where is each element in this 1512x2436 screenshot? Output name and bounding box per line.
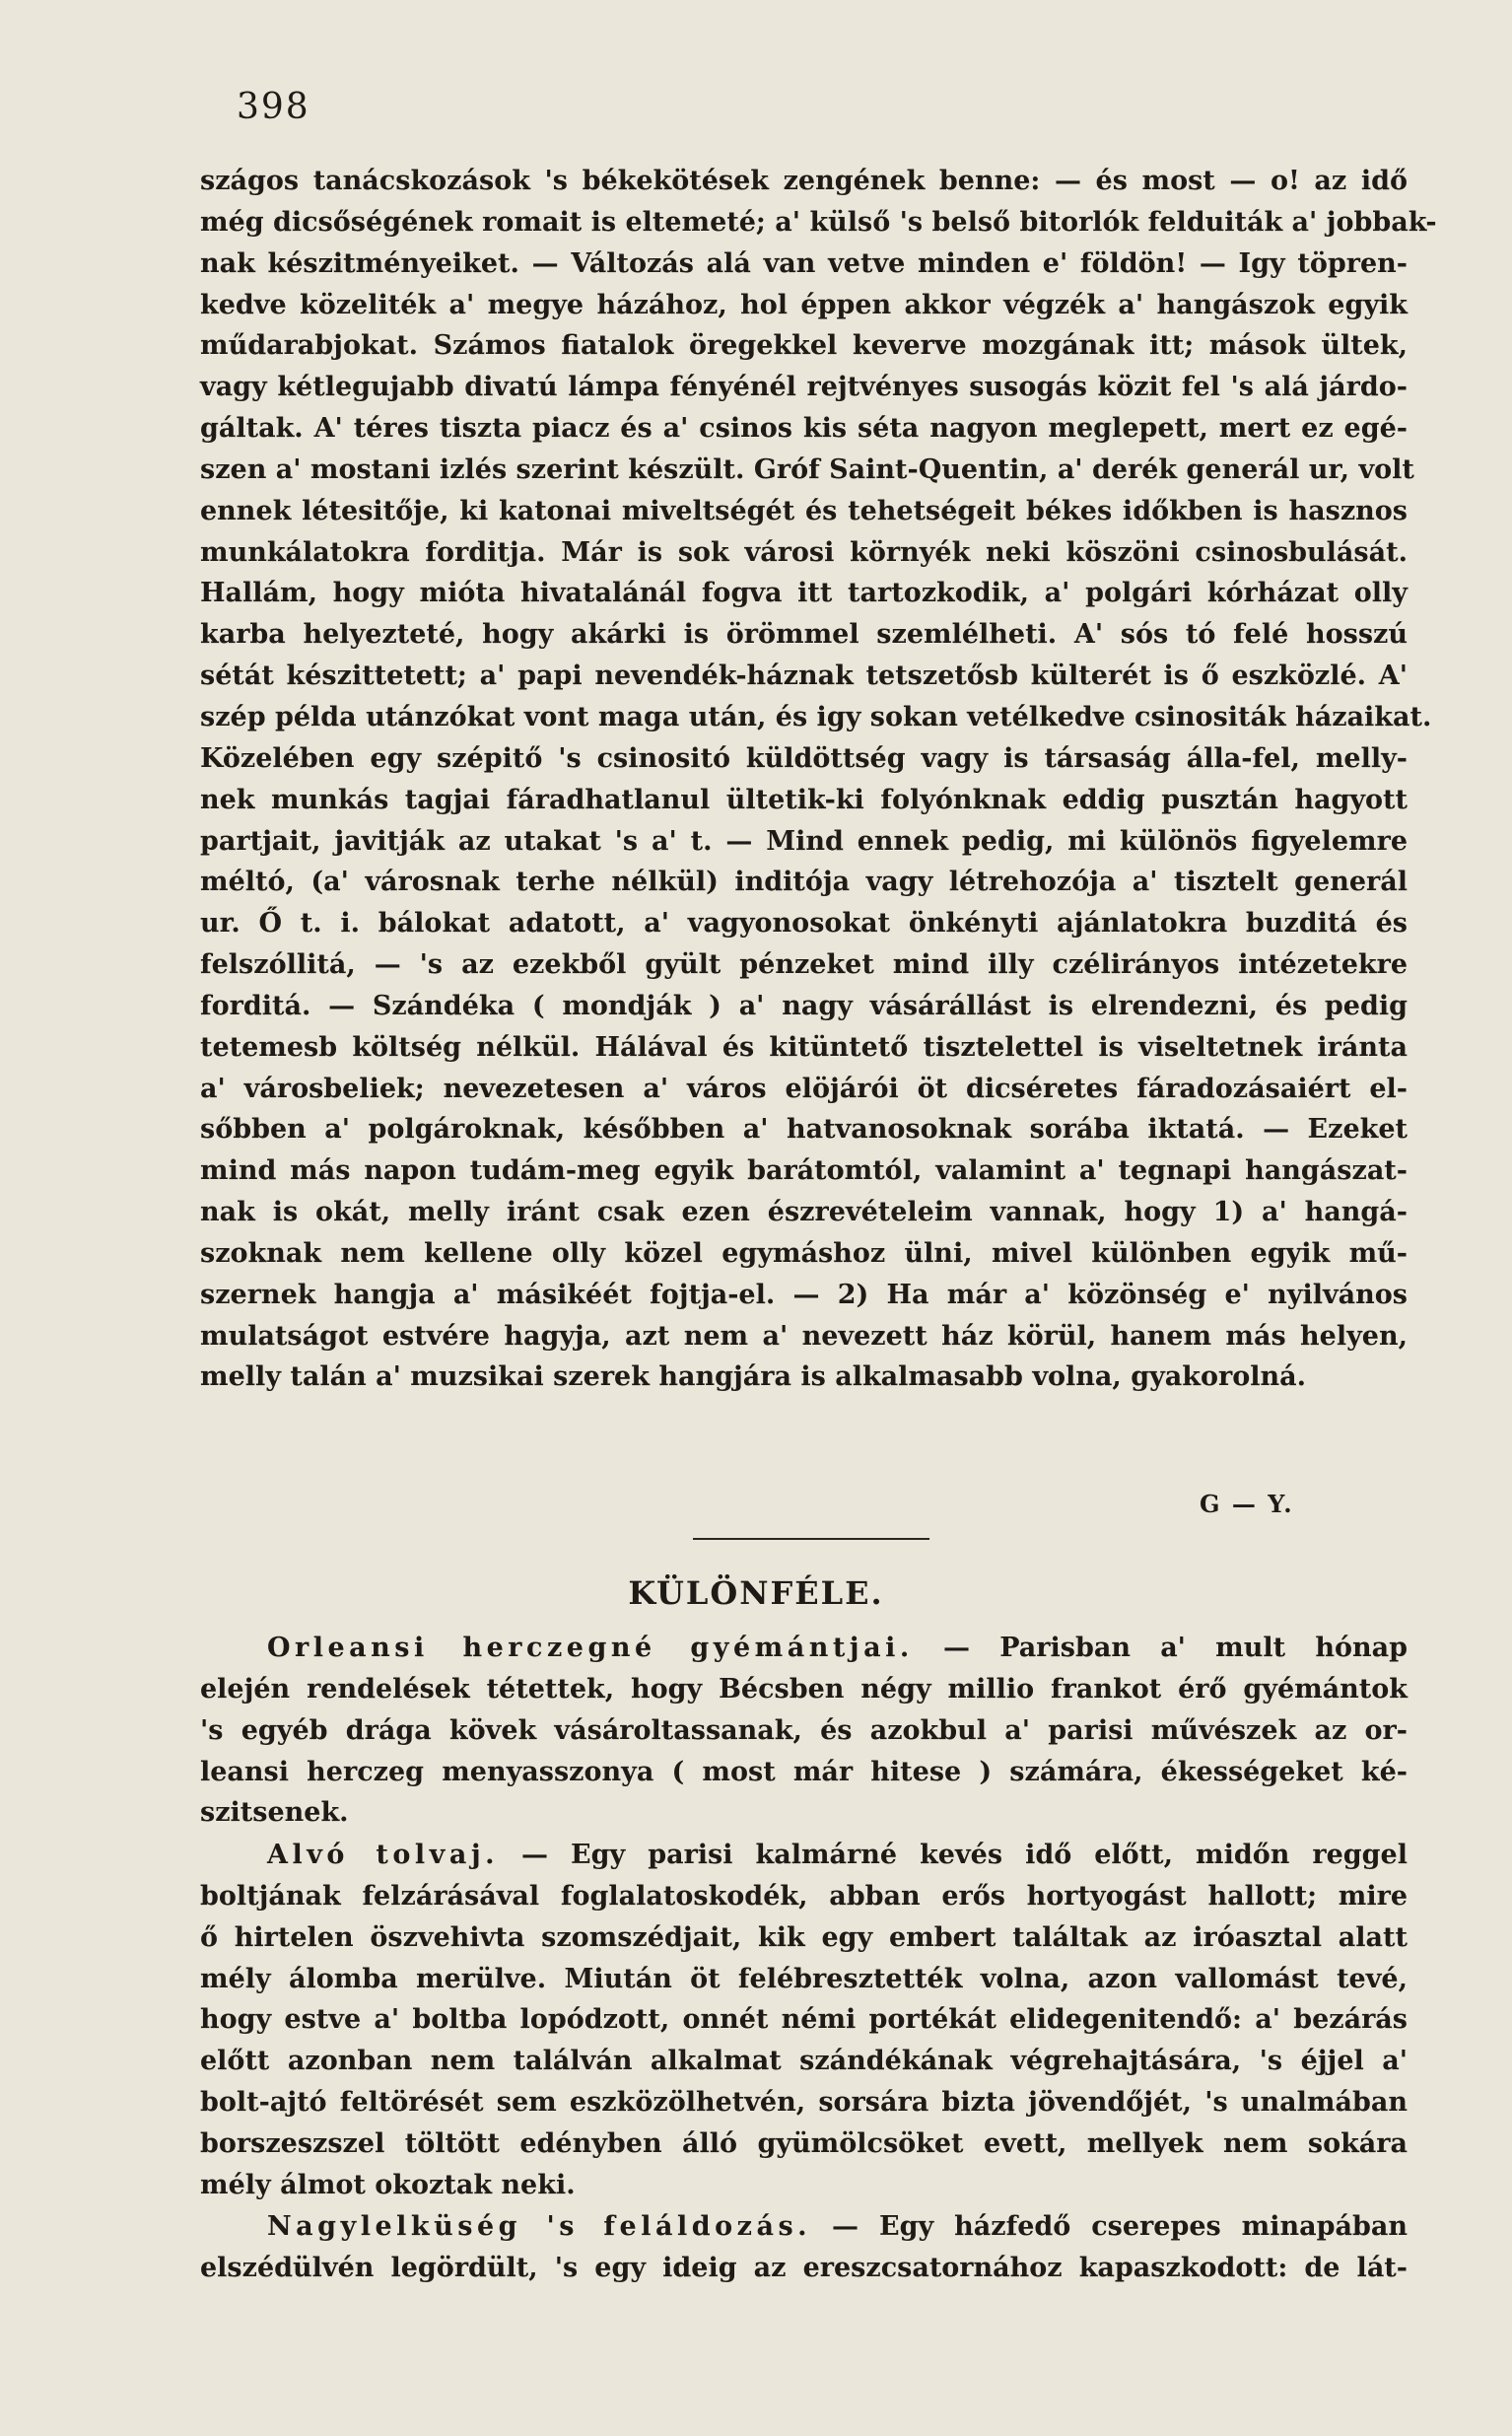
text-line: forditá. — Szándéka ( mondják ) a' nagy vásárállást is elrendezni, és pedig (200, 990, 1408, 1021)
text-line (200, 2206, 1408, 2248)
item-title: Nagylelküség 's feláldozás. (267, 2211, 812, 2242)
text-line: partjait, javitják az utakat 's a' t. — Mind ennek pedig, mi különös figyelemre (200, 825, 1408, 857)
text-line: méltó, (a' városnak terhe nélkül) inditója vagy létrehozója a' tisztelt generál (200, 867, 1408, 898)
text-line: vagy kétlegujabb divatú lámpa fényénél rejtvényes susogás közit fel 's alá járdo- (200, 372, 1408, 403)
text-line: mély álmot okoztak neki. (200, 2169, 576, 2200)
text-line: ur. Ő t. i. bálokat adatott, a' vagyonosokat önkényti ajánlatokra buzditá és (200, 908, 1408, 940)
text-line: még dicsőségének romait is eltemeté; a' külső 's belső bitorlók felduiták a' jobbak- (200, 206, 1437, 238)
text-line: hogy estve a' boltba lopódzott, onnét némi portékát elidegenitendő: a' bezárás (200, 2004, 1408, 2036)
text-line (200, 1628, 1408, 1669)
text-line: tetemesb költség nélkül. Hálával és kitüntető tisztelettel is viseltetnek iránta (200, 1031, 1408, 1063)
text-line: szen a' mostani izlés szerint készült. Gróf Saint-Quentin, a' derék generál ur, volt (200, 453, 1414, 485)
report-paragraph (200, 161, 1437, 1398)
text-line: melly talán a' muzsikai szerek hangjára is alkalmasabb volna, gyakorolná. (200, 1361, 1307, 1393)
text-line: gáltak. A' téres tiszta piacz és a' csinos kis séta nagyon meglepett, mert ez egé- (200, 413, 1408, 445)
section-title: KÜLÖNFÉLE. (628, 1574, 884, 1612)
item-text: — Egy parisi kalmárné kevés idő előtt, midőn reggel (499, 1840, 1408, 1870)
text-line: ennek létesitője, ki katonai miveltségét és tehetségeit békes időkben is hasznos (200, 495, 1408, 526)
text-line: a' városbeliek; nevezetesen a' város elöjárói öt dicséretes fáradozásaiért el- (200, 1073, 1408, 1104)
text-line (200, 1835, 1408, 1876)
text-line: mind más napon tudám-meg egyik barátomtól, valamint a' tegnapi hangászat- (200, 1155, 1408, 1187)
page-number: 398 (237, 87, 310, 127)
text-line: boltjának felzárásával foglalatoskodék, abban erős hortyogást hallott; mire (200, 1880, 1408, 1912)
text-line: kedve közeliték a' megye házához, hol éppen akkor végzék a' hangászok egyik (200, 289, 1408, 320)
item-text: — Egy házfedő cserepes minapában (811, 2211, 1409, 2242)
text-line: szitsenek. (200, 1797, 349, 1829)
text-line: sőbben a' polgároknak, későbben a' hatvanosoknak sorába iktatá. — Ezeket (200, 1114, 1408, 1146)
text-line: műdarabjokat. Számos fiatalok öregekkel keverve mozgának itt; mások ültek, (200, 330, 1408, 362)
text-line: bolt-ajtó feltörését sem eszközölhetvén, sorsára bizta jövendőjét, 's unalmában (200, 2087, 1408, 2119)
text-line: elszédülvén legördült, 's egy ideig az ereszcsatornához kapaszkodott: de lát- (200, 2252, 1408, 2283)
text-line: nak is okát, melly iránt csak ezen észrevételeim vannak, hogy 1) a' hangá- (200, 1197, 1408, 1228)
text-line: szernek hangja a' másikéét fojtja-el. — 2) Ha már a' közönség e' nyilvános (200, 1279, 1408, 1310)
text-line: szágos tanácskozások 's békekötések zengének benne: — és most — o! az idő (200, 166, 1408, 196)
text-line: előtt azonban nem találván alkalmat szándékának végrehajtására, 's éjjel a' (200, 2046, 1408, 2077)
news-item-sleeping-thief (200, 1835, 1408, 2206)
text-line: felszóllitá, — 's az ezekből gyült pénzeket mind illy czélirányos intézetekre (200, 949, 1408, 981)
text-line: szoknak nem kellene olly közel egymáshoz ülni, mivel különben egyik mű- (200, 1237, 1408, 1269)
author-signature: G — Y. (1200, 1490, 1294, 1518)
text-line: 's egyéb drága kövek vásároltassanak, és azokbul a' parisi művészek az or- (200, 1714, 1408, 1746)
text-line: szép példa utánzókat vont maga után, és igy sokan vetélkedve csinositák házaikat. (200, 701, 1432, 732)
text-line: munkálatokra forditja. Már is sok városi környék neki köszöni csinosbulását. (200, 536, 1408, 568)
text-line: mulatságot estvére hagyja, azt nem a' nevezett ház körül, hanem más helyen, (200, 1320, 1408, 1352)
item-title: Alvó tolvaj. (267, 1840, 500, 1870)
text-line: leansi herczeg menyasszonya ( most már hitese ) számára, ékességeket ké- (200, 1756, 1408, 1787)
text-line: Közelében egy szépitő 's csinositó küldöttség vagy is társaság álla-fel, melly- (200, 742, 1408, 774)
news-item-generosity (200, 2206, 1408, 2289)
text-line: karba helyezteté, hogy akárki is örömmel szemlélheti. A' sós tó felé hosszú (200, 619, 1408, 651)
text-line: mély álomba merülve. Miután öt felébresztették volna, azon vallomást tevé, (200, 1963, 1408, 1994)
text-line: borszeszszel töltött edényben álló gyümölcsöket evett, mellyek nem sokára (200, 2127, 1408, 2159)
text-line: sétát készittetett; a' papi nevendék-háznak tetszetősb külterét is ő eszközlé. A' (200, 661, 1408, 692)
text-line: Hallám, hogy mióta hivatalánál fogva itt tartozkodik, a' polgári kórházat olly (200, 578, 1408, 609)
section-divider (693, 1538, 929, 1540)
text-line: nek munkás tagjai fáradhatlanul ültetik-ki folyónknak eddig pusztán hagyott (200, 784, 1408, 815)
news-item-diamonds (200, 1628, 1408, 1834)
text-line: elején rendelések tétettek, hogy Bécsben négy millio frankot érő gyémántok (200, 1673, 1408, 1705)
item-text: — Parisban a' mult hónap (913, 1633, 1408, 1663)
item-title: Orleansi herczegné gyémántjai. (267, 1633, 914, 1663)
text-line: ő hirtelen öszvehivta szomszédjait, kik egy embert találtak az iróasztal alatt (200, 1921, 1408, 1953)
text-line: nak készitményeiket. — Változás alá van vetve minden e' földön! — Igy töpren- (200, 247, 1408, 279)
